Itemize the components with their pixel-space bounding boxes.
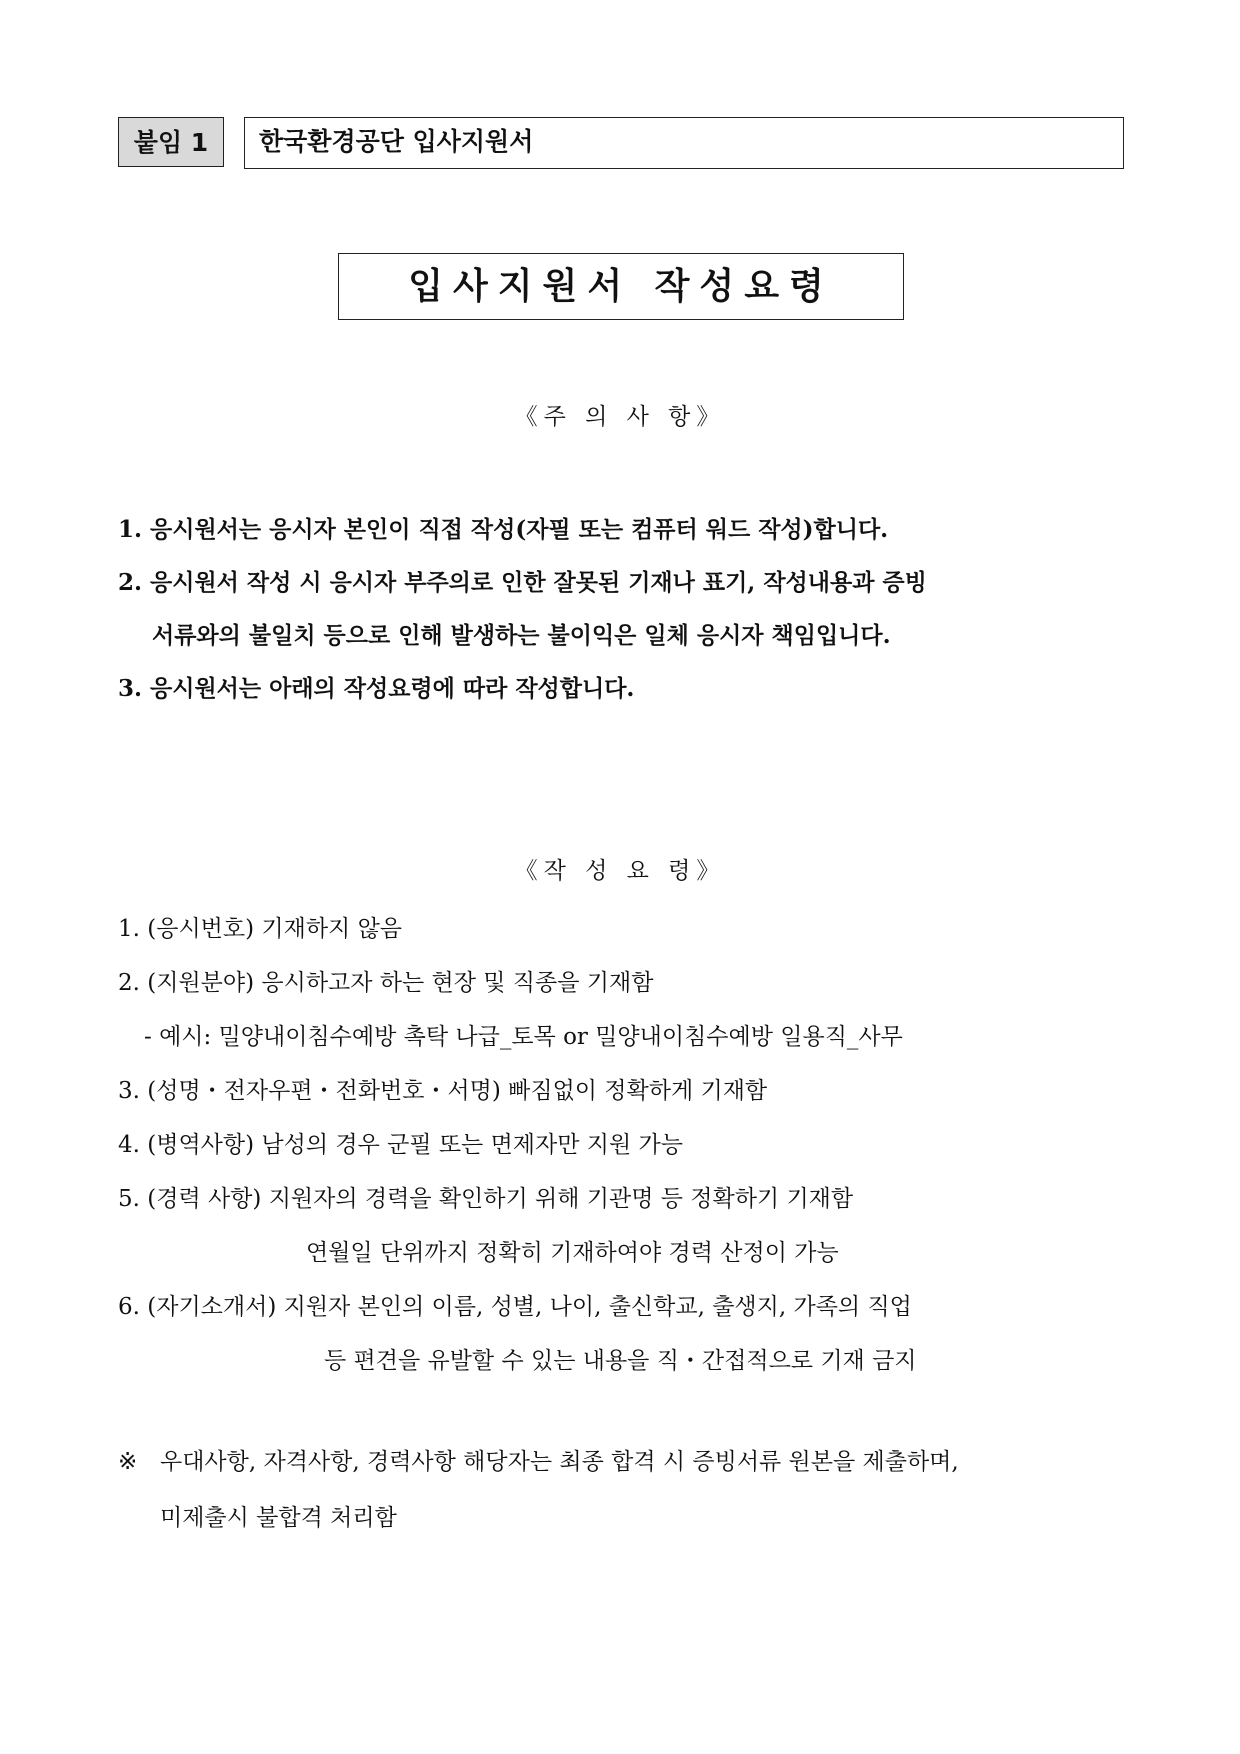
attachment-header (118, 117, 1124, 169)
caution-item: 2. 응시원서 작성 시 응시자 부주의로 인한 잘못된 기재나 표기, 작성내용과 증빙 (118, 569, 927, 596)
note-text-continuation: 미제출시 불합격 처리함 (160, 1505, 397, 1531)
caution-item: 3. 응시원서는 아래의 작성요령에 따라 작성합니다. (118, 675, 635, 702)
note-mark: ※ (118, 1449, 138, 1475)
guide-item: 1. (응시번호) 기재하지 않음 (118, 916, 403, 942)
cautions-list (118, 503, 1124, 715)
guide-heading: 《작 성 요 령》 (514, 858, 726, 884)
caution-item-continuation: 서류와의 불일치 등으로 인해 발생하는 불이익은 일체 응시자 책임입니다. (152, 622, 891, 649)
cautions-heading: 《주 의 사 항》 (514, 404, 726, 430)
guide-item: 5. (경력 사항) 지원자의 경력을 확인하기 위해 기관명 등 정확하기 기재함 (118, 1186, 854, 1212)
note-text: 우대사항, 자격사항, 경력사항 해당자는 최종 합격 시 증빙서류 원본을 제출하며, (160, 1449, 959, 1475)
guide-item: 6. (자기소개서) 지원자 본인의 이름, 성별, 나이, 출신학교, 출생지, 가족의 직업 (118, 1294, 912, 1320)
guide-item: 4. (병역사항) 남성의 경우 군필 또는 면제자만 지원 가능 (118, 1132, 683, 1158)
guide-item: 3. (성명・전자우편・전화번호・서명) 빠짐없이 정확하게 기재함 (118, 1078, 768, 1104)
guide-item-continuation: 연월일 단위까지 정확히 기재하여야 경력 산정이 가능 (306, 1240, 839, 1266)
page-title: 입사지원서 작성요령 (338, 253, 904, 320)
note (118, 1434, 1124, 1546)
guide-item: 2. (지원분야) 응시하고자 하는 현장 및 직종을 기재함 (118, 970, 654, 996)
guide-item-continuation: 등 편견을 유발할 수 있는 내용을 직・간접적으로 기재 금지 (324, 1348, 917, 1374)
guide-list (118, 902, 1124, 1388)
caution-item: 1. 응시원서는 응시자 본인이 직접 작성(자필 또는 컴퓨터 워드 작성)합니다. (118, 516, 889, 543)
attachment-title: 한국환경공단 입사지원서 (244, 117, 1124, 169)
guide-example: - 예시: 밀양내이침수예방 촉탁 나급_토목 or 밀양내이침수예방 일용직_사무 (144, 1024, 903, 1050)
attachment-label: 붙임 1 (118, 117, 224, 167)
